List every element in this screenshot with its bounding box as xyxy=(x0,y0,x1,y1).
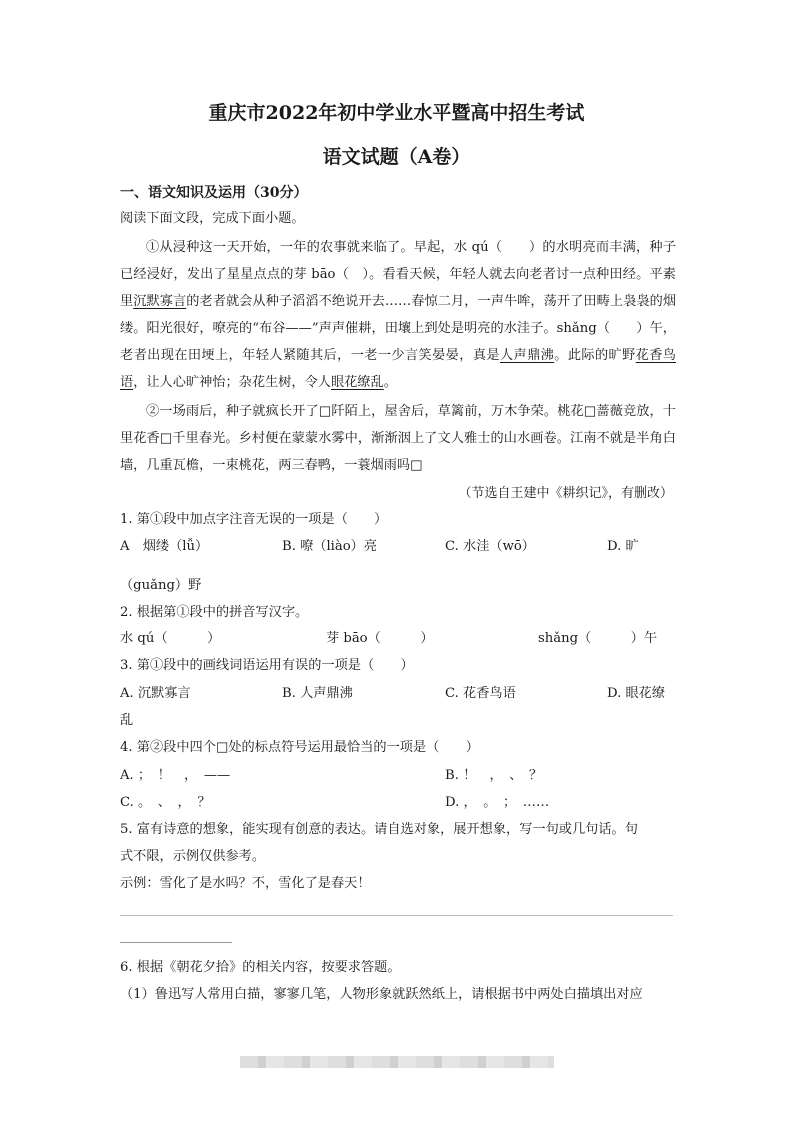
para1-text-e: 。 xyxy=(383,375,397,390)
passage-source: （节选自王建中《耕织记》，有删改） xyxy=(458,486,673,501)
q3-option-c: C. 花香鸟语 xyxy=(445,686,516,701)
q3-option-a: A. 沉默寡言 xyxy=(120,686,191,701)
question-2-stem: 2. 根据第①段中的拼音写汉字。 xyxy=(120,605,309,620)
question-1-stem: 1. 第①段中加点字注音无误的一项是（ ） xyxy=(120,512,388,527)
question-5-stem-line2: 式不限，示例仅供参考。 xyxy=(120,849,266,864)
underlined-word-1: 沉默寡言 xyxy=(133,294,187,309)
q2-blank-b: 芽 bāo（ ） xyxy=(326,631,434,646)
q1-option-b: B. 嘹（liào）亮 xyxy=(282,539,378,554)
q1-option-d: D. 旷 xyxy=(607,539,639,554)
blurred-footer-watermark xyxy=(240,1056,554,1068)
q1-option-c: C. 水洼（wō） xyxy=(445,539,535,554)
para1-text-b: 的老者就会从种子滔滔不绝说开去……春惊二月，一声牛哞，荡开了田畴上袅袅的烟缕。阳光很好，嘹亮的“布谷——”声声催耕，田壤上到处是明亮的水洼子。shǎng（ ）午，老者出现在田埂上，年轻人紧随其后，一老一少言笑晏晏，真是 xyxy=(120,294,677,363)
para1-text-a: ①从浸种这一天开始，一年的农事就来临了。早起，水 qú（ ）的水明亮而丰满，种子已经浸好，发出了星星点点的芽 bāo（ ）。看看天候，年轻人就去向老者讨一点种田经。平素里 xyxy=(120,240,676,309)
q3-option-d: D. 眼花缭 xyxy=(607,686,666,701)
underlined-word-2: 人声鼎沸 xyxy=(499,348,555,363)
reading-intro: 阅读下面文段，完成下面小题。 xyxy=(120,211,305,226)
q4-option-c: C. 。 、 ， ？ xyxy=(120,795,211,810)
q4-option-b: B. ！ ， 、 ？ xyxy=(445,768,543,783)
para1-text-c: 。此际的旷野 xyxy=(554,348,636,363)
question-6-stem: 6. 根据《朝花夕拾》的相关内容，按要求答题。 xyxy=(120,960,401,975)
q1-option-a: A 烟缕（lǚ） xyxy=(120,539,209,554)
short-divider xyxy=(120,942,232,943)
para1-text-d: ，让人心旷神怡；杂花生树，令人 xyxy=(133,375,331,390)
passage-paragraph-1 xyxy=(120,234,676,396)
question-6-sub1: （1）鲁迅写人常用白描，寥寥几笔，人物形象就跃然纸上，请根据书中两处白描填出对应 xyxy=(120,987,643,1002)
q2-blank-a: 水 qú（ ） xyxy=(120,631,221,646)
question-3-stem: 3. 第①段中的画线词语运用有误的一项是（ ） xyxy=(120,658,414,673)
exam-subtitle: 语文试题（A卷） xyxy=(322,146,471,168)
q2-blank-c: shǎng（ ）午 xyxy=(538,631,658,646)
q3-option-d-cont: 乱 xyxy=(120,713,134,728)
q4-option-a: A. ； ！ ， —— xyxy=(120,768,231,783)
q1-option-d-cont: （guǎng）野 xyxy=(120,578,202,593)
exam-title: 重庆市2022年初中学业水平暨高中招生考试 xyxy=(208,102,585,124)
underlined-word-4: 眼花缭乱 xyxy=(331,375,384,390)
underlined-word-3: 花香鸟语 xyxy=(120,348,676,390)
q3-option-b: B. 人声鼎沸 xyxy=(282,686,353,701)
question-4-stem: 4. 第②段中四个□处的标点符号运用最恰当的一项是（ ） xyxy=(120,740,479,755)
passage-paragraph-2: ②一场雨后，种子就疯长开了□阡陌上，屋舍后，草篱前，万木争荣。桃花□蔷薇竞放，十里花香□千里春光。乡村便在蒙蒙水雾中，渐渐洇上了文人雅士的山水画卷。江南不就是半角白墙，几重瓦檐，一束桃花，两三春鸭，一蓑烟雨吗□ xyxy=(120,404,676,473)
question-5-example: 示例：雪化了是水吗？不，雪化了是春天！ xyxy=(120,876,371,891)
section-heading: 一、语文知识及运用（30分） xyxy=(120,185,308,201)
q4-option-d: D. ， 。 ； …… xyxy=(445,795,550,810)
question-5-stem-line1: 5. 富有诗意的想象，能实现有创意的表达。请自选对象，展开想象，写一句或几句话。句 xyxy=(120,822,638,837)
answer-line xyxy=(120,915,673,916)
